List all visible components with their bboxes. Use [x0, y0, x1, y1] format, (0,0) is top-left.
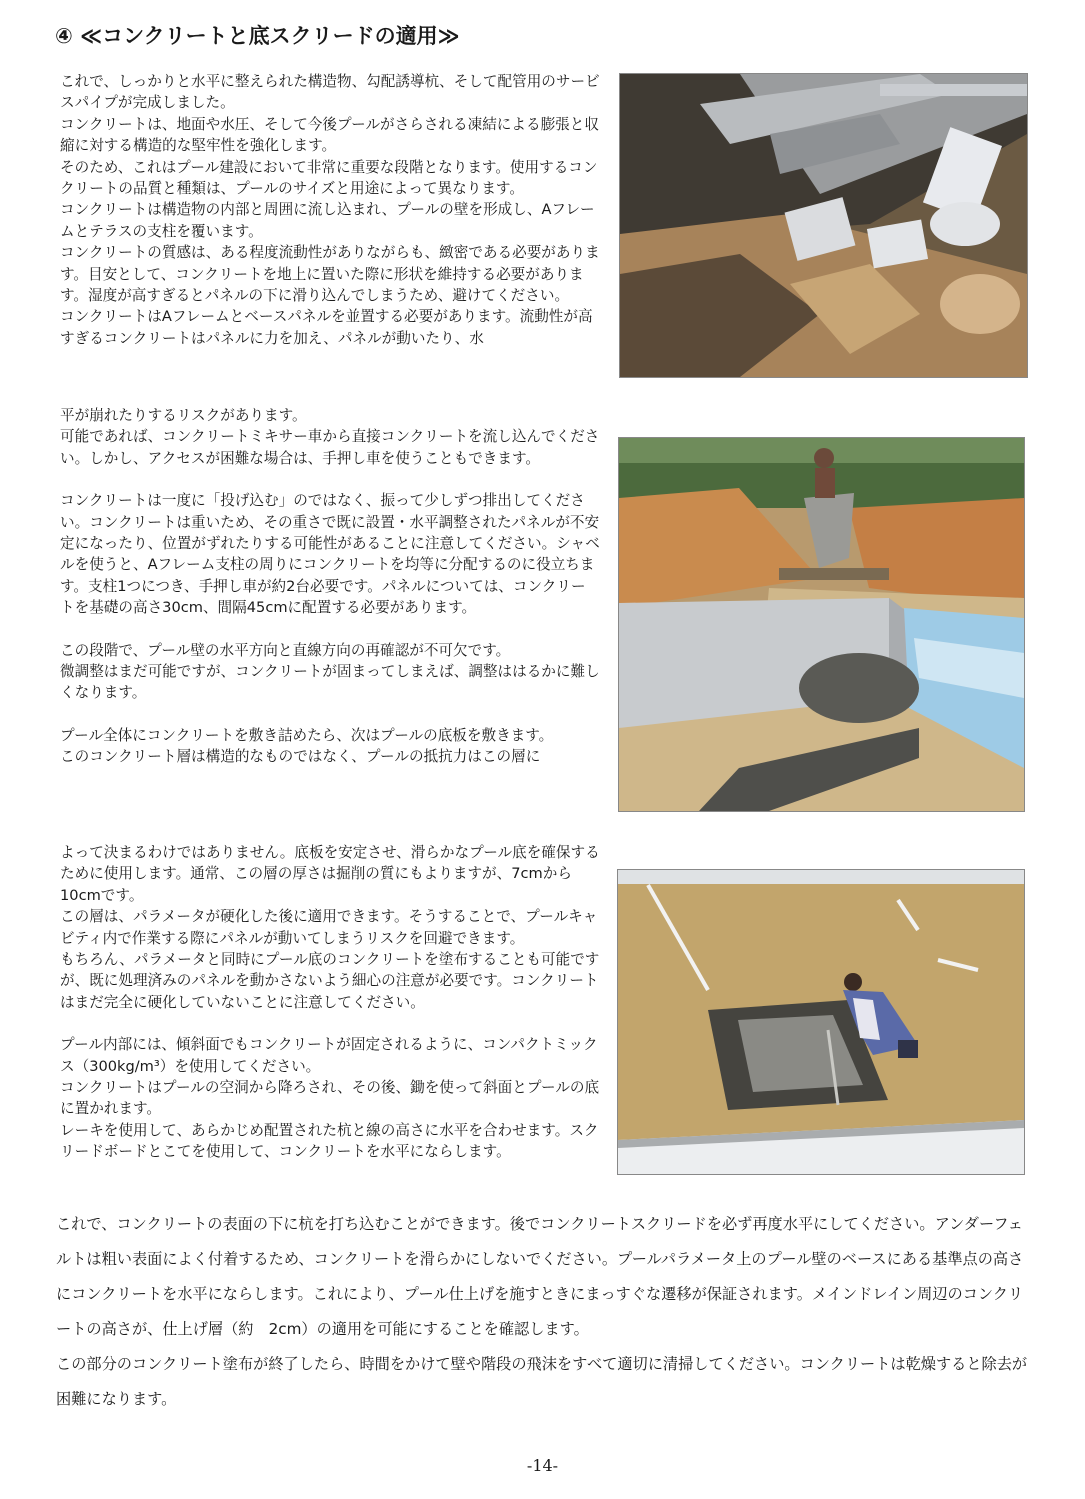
paragraph: 微調整はまだ可能ですが、コンクリートが固まってしまえば、調整ははるかに難しくなります。 [60, 663, 600, 702]
paragraph: プール全体にコンクリートを敷き詰めたら、次はプールの底板を敷きます。 [60, 726, 554, 744]
paragraph: 可能であれば、コンクリートミキサー車から直接コンクリートを流し込んでください。しかし、アクセスが困難な場合は、手押し車を使うこともできます。 [60, 428, 600, 467]
section-title: ④ ≪コンクリートと底スクリードの適用≫ [55, 24, 460, 48]
paragraph: この層は、パラメータが硬化した後に適用できます。そうすることで、プールキャビティ内で作業する際にパネルが動いてしまうリスクを回避できます。 [60, 908, 598, 947]
paragraph: この部分のコンクリート塗布が終了したら、時間をかけて壁や階段の飛沫をすべて適切に清掃してください。コンクリートは乾燥すると除去が困難になります。 [56, 1355, 1028, 1408]
text-block-2 [60, 405, 600, 768]
text-block-3 [60, 842, 600, 1163]
paragraph: コンクリートはAフレームとベースパネルを並置する必要があります。流動性が高すぎるコンクリートはパネルに力を加え、パネルが動いたり、水 [60, 308, 593, 347]
page-number: -14- [526, 1456, 559, 1475]
paragraph: この段階で、プール壁の水平方向と直線方向の再確認が不可欠です。 [60, 641, 511, 659]
paragraph: レーキを使用して、あらかじめ配置された杭と線の高さに水平を合わせます。スクリードボードとこてを使用して、コンクリートを水平にならします。 [60, 1121, 599, 1161]
paragraph: これで、しっかりと水平に整えられた構造物、勾配誘導杭、そして配管用のサービスパイプが完成しました。 [60, 73, 600, 112]
paragraph: コンクリートは構造物の内部と周囲に流し込まれ、プールの壁を形成し、Aフレームとテラスの支柱を覆います。 [60, 201, 595, 240]
paragraph: よって決まるわけではありません。底板を安定させ、滑らかなプール底を確保するために使用します。通常、この層の厚さは掘削の質にもよりますが、7cmから10cmです。 [60, 844, 600, 904]
paragraph: 平が崩れたりするリスクがあります。 [60, 407, 307, 424]
paragraph: コンクリートは、地面や水圧、そして今後プールがさらされる凍結による膨張と収縮に対する構造的な堅牢性を強化します。 [60, 115, 599, 155]
photo-leveling-screed [617, 869, 1025, 1175]
text-block-1 [60, 71, 600, 349]
paragraph: このコンクリート層は構造的なものではなく、プールの抵抗力はこの層に [60, 748, 541, 766]
photo-pouring-concrete [618, 437, 1025, 812]
bottom-text-block [56, 1207, 1034, 1417]
paragraph: コンクリートは一度に「投げ込む」のではなく、振って少しずつ排出してください。コンクリートは重いため、その重さで既に設置・水平調整されたパネルが不安定になったり、位置がずれたりする可能性があることに注意してください。シャベルを使うと、Aフレーム支柱の周りにコンクリートを均等に分配するのに役立ちます。支柱1つにつき、手押し車が約2台必要です。パネルについては、コンクリートを基礎の高さ30cm、間隔45cmに配置する必要があります。 [60, 492, 600, 617]
photo-wall-supports [619, 73, 1028, 378]
paragraph: そのため、これはプール建設において非常に重要な段階となります。使用するコンクリートの品質と種類は、プールのサイズと用途によって異なります。 [60, 158, 598, 198]
paragraph: これで、コンクリートの表面の下に杭を打ち込むことができます。後でコンクリートスクリードを必ず再度水平にしてください。アンダーフェルトは粗い表面によく付着するため、コンクリートを滑らかにしないでください。プールパラメータ上のプール壁のベースにある基準点の高さにコンクリートを水平にならします。これにより、プール仕上げを施すときにまっすぐな遷移が保証されます。メインドレイン周辺のコンクリートの高さが、仕上げ層（約 2cm）の適用を可能にすることを確認します。 [56, 1215, 1024, 1338]
paragraph: プール内部には、傾斜面でもコンクリートが固定されるように、コンパクトミックス（300kg/m³）を使用してください。 [60, 1036, 598, 1075]
paragraph: もちろん、パラメータと同時にプール底のコンクリートを塗布することも可能ですが、既に処理済みのパネルを動かさないよう細心の注意が必要です。コンクリートはまだ完全に硬化していないことに注意してください。 [60, 951, 600, 1011]
paragraph: コンクリートの質感は、ある程度流動性がありながらも、緻密である必要があります。目安として、コンクリートを地上に置いた際に形状を維持する必要があります。湿度が高すぎるとパネルの下に滑り込んでしまうため、避けてください。 [60, 244, 600, 305]
paragraph: コンクリートはプールの空洞から降ろされ、その後、鋤を使って斜面とプールの底に置かれます。 [60, 1079, 600, 1118]
